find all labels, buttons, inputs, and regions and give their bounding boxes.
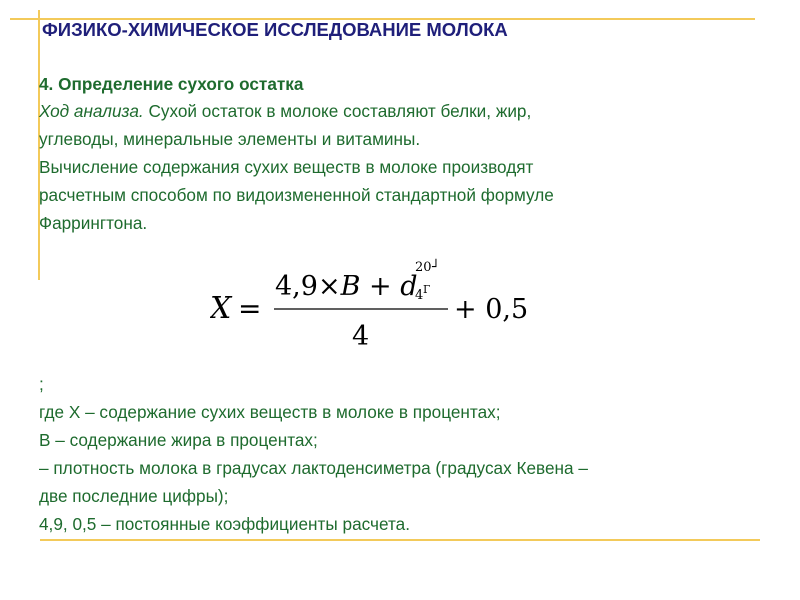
legend-block [39, 370, 769, 538]
analysis-paragraph [39, 97, 769, 153]
analysis-lead-rest: Сухой остаток в молоке составляют белки, жир, [143, 101, 532, 121]
formula-subscript-mark: Г [423, 283, 431, 296]
formula-numerator-a: 4,9× [275, 271, 341, 302]
formula-numerator-c: + [360, 271, 401, 302]
legend-line-coefficients: 4,9, 0,5 – постоянные коэффициенты расчета. [39, 514, 411, 534]
analysis-line-2: углеводы, минеральные элементы и витамины. [39, 129, 421, 149]
formula-lhs: X [210, 291, 232, 326]
calculation-line-1: Вычисление содержания сухих веществ в молоке производят [39, 157, 534, 177]
calculation-line-3: Фаррингтона. [39, 213, 148, 233]
formula-numerator-d: d [400, 271, 418, 302]
bottom-decor-line [40, 539, 760, 541]
section-heading: 4. Определение сухого остатка [39, 74, 304, 94]
formula-subscript: 4 [415, 288, 424, 303]
formula-equals: = [238, 292, 262, 325]
legend-line-density: – плотность молока в градусах лактоденсиметра (градусах Кевена – [39, 458, 588, 478]
formula-superscript: 20 [415, 260, 432, 275]
formula-superscript-mark: ┘ [432, 260, 440, 275]
formula-denominator: 4 [352, 321, 370, 352]
slide-title: ФИЗИКО-ХИМИЧЕСКОЕ ИССЛЕДОВАНИЕ МОЛОКА [42, 19, 508, 40]
legend-line-density-cont: две последние цифры); [39, 486, 229, 506]
formula-numerator-b: B [340, 271, 361, 302]
formula-coefficient [275, 271, 418, 302]
formula-tail: + 0,5 [454, 294, 529, 325]
analysis-line-1 [39, 97, 769, 125]
legend-line-b: B – содержание жира в процентах; [39, 430, 318, 450]
analysis-lead: Ход анализа. [39, 101, 144, 121]
legend-semicolon: ; [39, 374, 44, 394]
calculation-line-2: расчетным способом по видоизмененной стандартной формуле [39, 185, 554, 205]
calculation-paragraph [39, 153, 769, 237]
legend-line-x: где X – содержание сухих веществ в молоке в процентах; [39, 402, 501, 422]
farrington-formula [210, 255, 550, 355]
